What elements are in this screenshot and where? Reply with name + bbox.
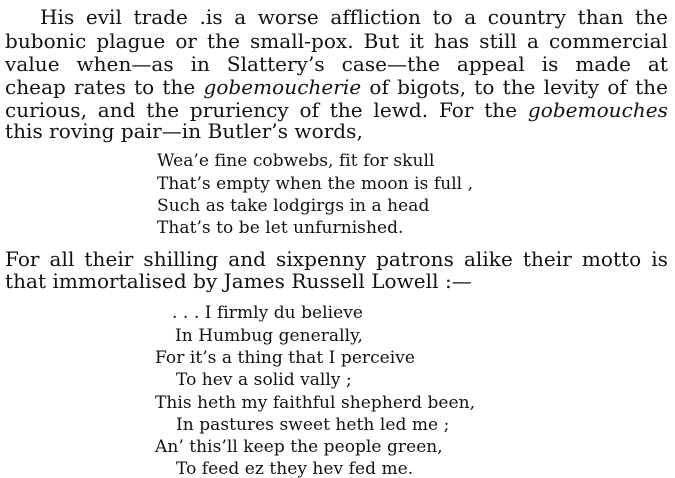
italic-term-gobemouches: gobemouches [527, 98, 668, 122]
verse-1-line-2: That’s empty when the moon is full , [157, 174, 474, 194]
paragraph-1-line-4-before: cheap rates to the [5, 75, 204, 99]
verse-2-line-5: This heth my faithful shepherd been, [155, 393, 476, 413]
paragraph-1-line-5-head: curious, and the pruriency of the lewd. [5, 98, 429, 122]
italic-term-gobemoucherie: gobemoucherie [203, 75, 362, 99]
verse-1-line-3: Such as take lodgirgs in a head [157, 196, 430, 216]
paragraph-1-line-4-after: of bigots, to the levity of the [361, 75, 668, 99]
verse-2-line-3: For it’s a thing that I perceive [155, 348, 416, 368]
verse-2-line-1: . . . I firmly du believe [172, 303, 363, 323]
verse-2-line-6: In pastures sweet heth led me ; [176, 415, 450, 435]
verse-1-line-1: Wea’e fine cobwebs, fit for skull [157, 151, 435, 171]
paragraph-2-line-2: that immortalised by James Russell Lowell :— [5, 269, 472, 293]
verse-2-line-8: To feed ez they hev fed me. [176, 459, 414, 478]
verse-2-line-2: In Humbug generally, [175, 326, 363, 346]
verse-2-line-4: To hev a solid vally ; [176, 370, 352, 390]
paragraph-1-line-3: value when—as in Slattery’s case—the appeal is made at [5, 52, 668, 76]
verse-1-line-4: That’s to be let unfurnished. [157, 218, 404, 238]
paragraph-1-line-5 [5, 100, 668, 120]
paragraph-1-line-2: bubonic plague or the small-pox. But it has still a commercial [5, 29, 668, 53]
paragraph-1-line-1: His evil trade .is a worse affliction to a country than the [40, 5, 668, 29]
verse-2-line-7: An’ this’ll keep the people green, [155, 437, 443, 457]
paragraph-1-line-4 [5, 77, 668, 97]
paragraph-2-line-1: For all their shilling and sixpenny patrons alike their motto is [5, 247, 668, 271]
paragraph-1-line-6: this roving pair—in Butler’s words, [5, 119, 363, 143]
paragraph-1-line-5-tail-before: For the [438, 98, 528, 122]
